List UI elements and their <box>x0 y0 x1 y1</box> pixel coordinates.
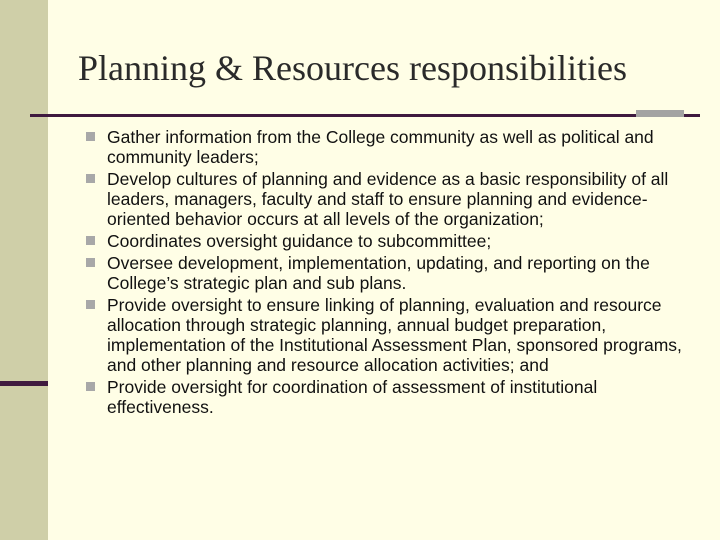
bullet-item <box>86 231 686 251</box>
bullet-item <box>86 253 686 293</box>
bullet-text: Provide oversight to ensure linking of planning, evaluation and resource allocation through strategic planning, annual budget preparation, implementation of the Institutional Assessment Plan, sponsored programs, and other planning and resource allocation activities; and <box>107 295 682 375</box>
bullet-list <box>86 127 686 419</box>
bullet-text: Provide oversight for coordination of assessment of institutional effectiveness. <box>107 377 598 417</box>
bullet-text: Develop cultures of planning and evidence as a basic responsibility of all leaders, managers, faculty and staff to ensure planning and evidence-oriented behavior occurs at all levels of the organization; <box>107 169 669 229</box>
square-bullet-icon <box>86 382 95 391</box>
bullet-text: Gather information from the College community as well as political and community leaders; <box>107 127 654 167</box>
slide-title: Planning & Resources responsibilities <box>78 48 627 88</box>
bullet-item <box>86 169 686 229</box>
square-bullet-icon <box>86 174 95 183</box>
square-bullet-icon <box>86 300 95 309</box>
title-divider-line <box>30 114 700 117</box>
title-divider-accent <box>636 110 684 117</box>
bullet-text: Oversee development, implementation, updating, and reporting on the College’s strategic plan and sub plans. <box>107 253 650 293</box>
bullet-item <box>86 377 686 417</box>
square-bullet-icon <box>86 132 95 141</box>
left-decorative-band <box>0 0 48 540</box>
bullet-item <box>86 295 686 375</box>
bullet-text: Coordinates oversight guidance to subcommittee; <box>107 231 492 251</box>
bullet-item <box>86 127 686 167</box>
square-bullet-icon <box>86 258 95 267</box>
left-band-accent-bar <box>0 381 48 386</box>
square-bullet-icon <box>86 236 95 245</box>
